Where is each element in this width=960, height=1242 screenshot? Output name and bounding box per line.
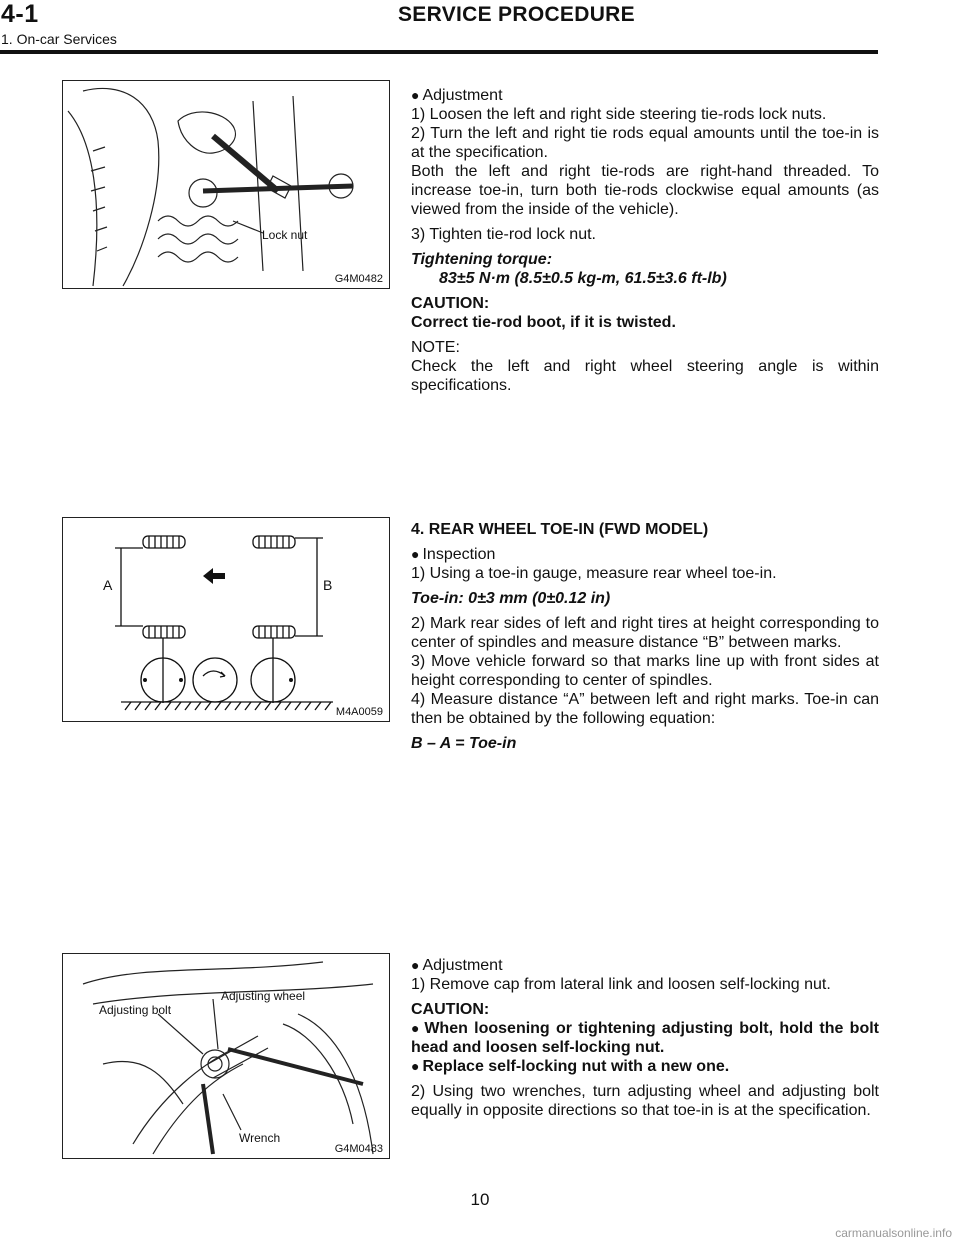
caution-text: Correct tie-rod boot, if it is twisted. [411,314,676,331]
section-heading: 4. REAR WHEEL TOE-IN (FWD MODEL) [411,521,709,538]
step-text: 4) Measure distance “A” between left and right marks. Toe-in can then be obtained by the following equation: [411,691,879,727]
adjustment-front-block [411,86,879,395]
bullet-icon: ● [411,546,420,562]
page-number: 10 [470,1190,490,1209]
inspection-heading: Inspection [422,546,496,563]
step-text: 2) Using two wrenches, turn adjusting wheel and adjusting bolt equally in opposite directions so that toe-in is at the specification. [411,1083,879,1119]
adjustment-rear-block [411,956,879,1120]
step-text: 1) Loosen the left and right side steering tie-rods lock nuts. [411,106,827,123]
caution-label: CAUTION: [411,1001,490,1018]
caution-label: CAUTION: [411,295,490,312]
step-text: 1) Using a toe-in gauge, measure rear wheel toe-in. [411,565,777,582]
toe-in-spec: Toe-in: 0±3 mm (0±0.12 in) [411,590,611,607]
watermark: carmanualsonline.info [835,1226,952,1240]
figure-code: G4M0482 [334,273,383,285]
label-adjusting-wheel: Adjusting wheel [221,989,306,1003]
step-text: 3) Move vehicle forward so that marks line up with front sides at height corresponding to center of spindles. [411,653,879,689]
adjustment-heading: Adjustment [422,87,503,104]
step-text: 2) Mark rear sides of left and right tires at height corresponding to center of spindles and measure distance “B” between marks. [411,615,879,651]
caution-text: When loosening or tightening adjusting bolt, hold the bolt head and loosen self-locking nut. [411,1020,879,1056]
subsection-title: 1. On-car Services [1,31,117,47]
equation: B – A = Toe-in [411,735,517,752]
step-text: 3) Tighten tie-rod lock nut. [411,226,596,243]
section-number: 4-1 [1,0,39,28]
label-b: B [323,577,333,593]
label-adjusting-bolt: Adjusting bolt [99,1003,172,1017]
figure-code: G4M0483 [334,1143,383,1155]
note-text: Check the left and right wheel steering angle is within specifications. [411,358,879,394]
label-wrench: Wrench [239,1131,281,1145]
lock-nut-illustration [63,81,389,288]
note-label: NOTE: [411,339,460,356]
label-a: A [103,577,113,593]
rear-toe-in-block [411,520,879,753]
figure-toe-in-diagram [62,517,390,722]
bullet-icon: ● [411,1058,420,1074]
bullet-icon: ● [411,87,420,103]
bullet-icon: ● [411,957,420,973]
header-rule [0,50,878,54]
torque-value: 83±5 N·m (8.5±0.5 kg-m, 61.5±3.6 ft-lb) [439,270,727,287]
section-title: SERVICE PROCEDURE [398,3,635,26]
page-header [0,0,878,58]
toe-in-diagram [63,518,389,721]
step-text: Both the left and right tie-rods are right-hand threaded. To increase toe-in, turn both tie-rods clockwise equal amounts (as viewed from the inside of the vehicle). [411,163,879,218]
torque-label: Tightening torque: [411,251,553,268]
step-text: 2) Turn the left and right tie rods equal amounts until the toe-in is at the specification. [411,125,879,161]
figure-code: M4A0059 [335,706,383,718]
adjustment-heading: Adjustment [422,957,503,974]
figure-lock-nut [62,80,390,289]
label-lock-nut: Lock nut [262,228,308,242]
bullet-icon: ● [411,1020,422,1036]
adjusting-bolt-illustration [63,954,389,1158]
figure-adjusting-bolt [62,953,390,1159]
step-text: 1) Remove cap from lateral link and loosen self-locking nut. [411,976,831,993]
arrow-left-icon [203,568,225,584]
caution-text: Replace self-locking nut with a new one. [422,1058,730,1075]
